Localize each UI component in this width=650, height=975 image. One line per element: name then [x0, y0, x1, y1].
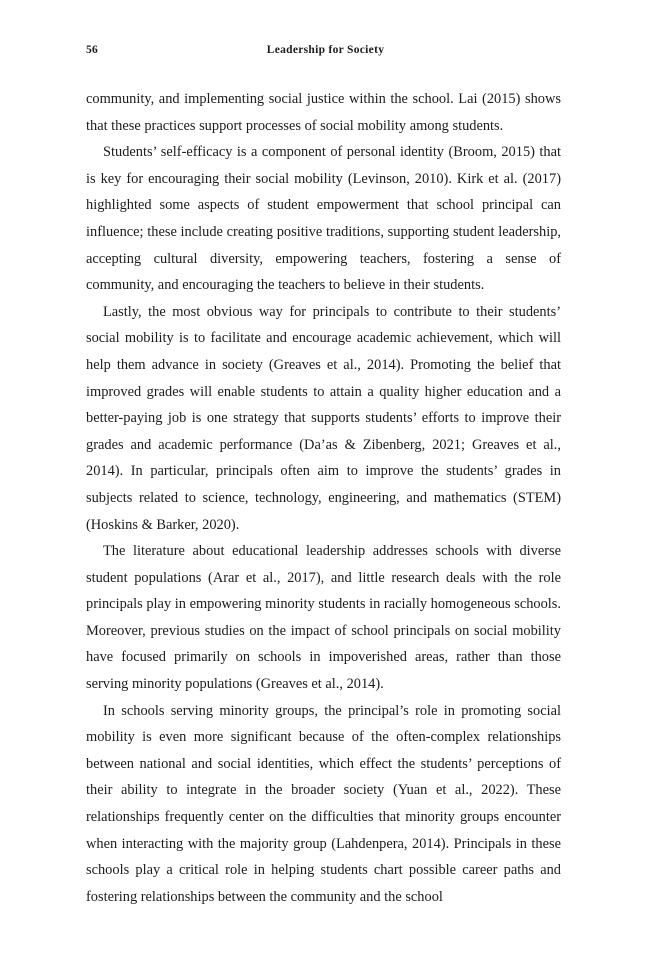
page-number: 56	[86, 44, 98, 56]
running-head: Leadership for Society	[266, 44, 385, 56]
paragraph-literature: The literature about educational leadership addresses schools with diverse student populations (Arar et al., 2017), and little research deals with the role principals play in empowering minority students in racially homogeneous schools. Moreover, previous studies on the impact of school principals on social mobility have focused primarily on schools in impoverished areas, rather than those serving minority populations (Greaves et al., 2014).	[86, 543, 561, 693]
paragraph-self-efficacy: Students’ self-efficacy is a component of personal identity (Broom, 2015) that is key for encouraging their social mobility (Levinson, 2010). Kirk et al. (2017) highlighted some aspects of student empowerment that school principal can influence; these include creating positive traditions, supporting student leadership, accepting cultural diversity, empowering teachers, fostering a sense of community, and encouraging the teachers to believe in their students.	[86, 144, 561, 294]
page-header	[86, 44, 565, 62]
paragraph-continuation: community, and implementing social justice within the school. Lai (2015) shows that these practices support processes of social mobility among students.	[86, 91, 561, 134]
body-text	[86, 86, 561, 910]
paragraph-academic-achievement: Lastly, the most obvious way for principals to contribute to their students’ social mobility is to facilitate and encourage academic achievement, which will help them advance in society (Greaves et al., 2014). Promoting the belief that improved grades will enable students to attain a quality higher education and a better-paying job is one strategy that supports students’ efforts to improve their grades and academic performance (Da’as & Zibenberg, 2021; Greaves et al., 2014). In particular, principals often aim to improve the students’ grades in subjects related to science, technology, engineering, and mathematics (STEM) (Hoskins & Barker, 2020).	[86, 303, 561, 533]
paragraph-minority-schools: In schools serving minority groups, the principal’s role in promoting social mobility is even more significant because of the often-complex relationships between national and social identities, which effect the students’ perceptions of their ability to integrate in the broader society (Yuan et al., 2022). These relationships frequently center on the difficulties that minority groups encounter when interacting with the majority group (Lahdenpera, 2014). Principals in these schools play a critical role in helping students chart possible career paths and fostering relationships between the community and the school	[86, 702, 561, 905]
